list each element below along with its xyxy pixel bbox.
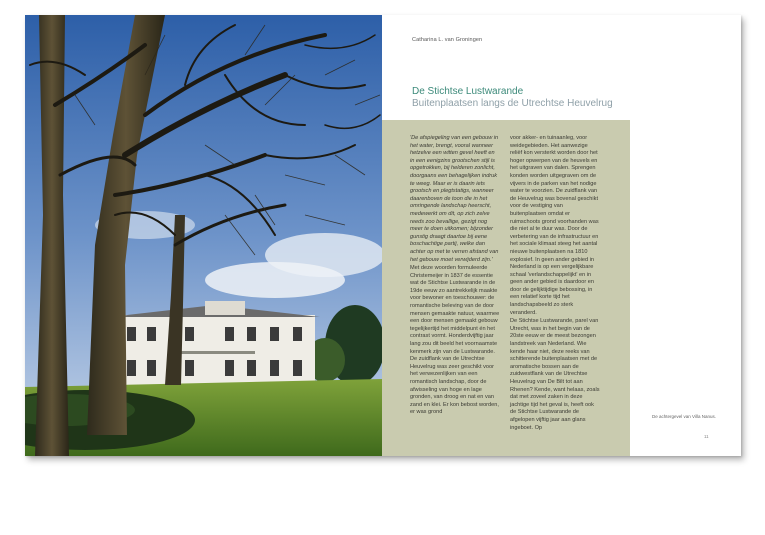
body-paragraph: De Stichtse Lustwarande, parel van Utrecht, was in het begin van de 20ste eeuw er de meest bezongen landstreek van Nederland. Wie kende haar niet, deze reeks van schitterende buitenplaatsen met de aromatische bossen aan de zuidwestflank van de Utrechtse Heuvelrug van De Bilt tot aan Rhenen? Kende, want helaas, zoals dat met zoveel zaken in deze jachtige tijd het geval is, heeft ook de Stichtse Lustwarande de afgelopen vijftig jaar aan glans ingeboet. Op — [510, 318, 600, 431]
book-spread — [25, 15, 741, 456]
article-subtitle: Buitenplaatsen langs de Utrechtse Heuvelrug — [412, 98, 613, 109]
author-name: Catharina L. van Groningen — [412, 37, 483, 43]
photo-caption: De achtergevel van Villa Nanus. — [652, 414, 716, 419]
villa-photograph — [25, 15, 382, 456]
text-column-1 — [410, 135, 500, 418]
text-column-2 — [510, 135, 600, 433]
body-paragraph: Met deze woorden formuleerde Christemeijer in 1837 de essentie wat de Stichtse Lustwarande in de 19de eeuw zo aantrekkelijk maakte voor bewoner en toeschouwer: de romantische beleving van de door mensen gemaakte natuur, waarmee een door mensen gemaakt gebouw tegelijkertijd het middelpunt én het contrast vormt. Honderdvijftig jaar lang zou dit beeld het voornaamste kenmerk zijn van de Lustwarande. De zuidflank van de Utrechtse Heuvelrug was zeer geschikt voor het verwezenlijken van een romantisch landschap, door de afwisseling van hoge en lage gronden, van droog en nat en van zand en klei. Er kon bebost worden, er was grond — [410, 265, 500, 416]
body-paragraph: voor akker- en tuinaanleg, voor weidegebieden. Het aanwezige reliëf kon versterkt worden door het hoger opwerpen van de heuvels en het uitgraven van dalen. Sprengen konden worden uitgegraven om de vijvers in de parken van het nodige water te voorzien. De zuidflank van de Heuvelrug was bovenal geschikt voor de vestiging van buitenplaatsen omdat er ruimschoots grond voorhanden was die niet al te duur was. Door de verbetering van de infrastructuur en het sociale klimaat steeg het aantal nieuwe buitenplaatsen na 1810 explosief. In geen ander gebied in Nederland is op een vergelijkbare schaal 'verlandschappelijkt' en in geen ander gebied is daardoor en door de gelijktijdige bebossing, in een relatief korte tijd het landschapsbeeld zo sterk veranderd. — [510, 135, 599, 316]
villa-photo-illustration — [25, 15, 382, 456]
page-number: 11 — [704, 434, 709, 439]
article-title: De Stichtse Lustwarande — [412, 86, 524, 97]
text-panel — [382, 120, 630, 456]
right-page — [382, 15, 741, 456]
opening-quote: 'De afspiegeling van een gebouw in het water, brengt, vooral wanneer hetzelve een witten gevel heeft en in een eenigzins grootschen stijl is opgetrokken, bij helderen zonlicht, doorgaans een behagelijken indruk te weeg. Maar er is daarin iets grootsch en plegtstatigs, wanneer daarenboven de toon die in het omringende landschap heerscht, medewerkt om dit, op zich zelve reeds zoo bevallige, gezigt nog meer te doen uitkomen; bijzonder gunstig draagt daartoe bij eene boschachtige partij, welke dan achter op met te verren afstand van het gebouw moet verwijderd zijn.' — [410, 135, 499, 263]
